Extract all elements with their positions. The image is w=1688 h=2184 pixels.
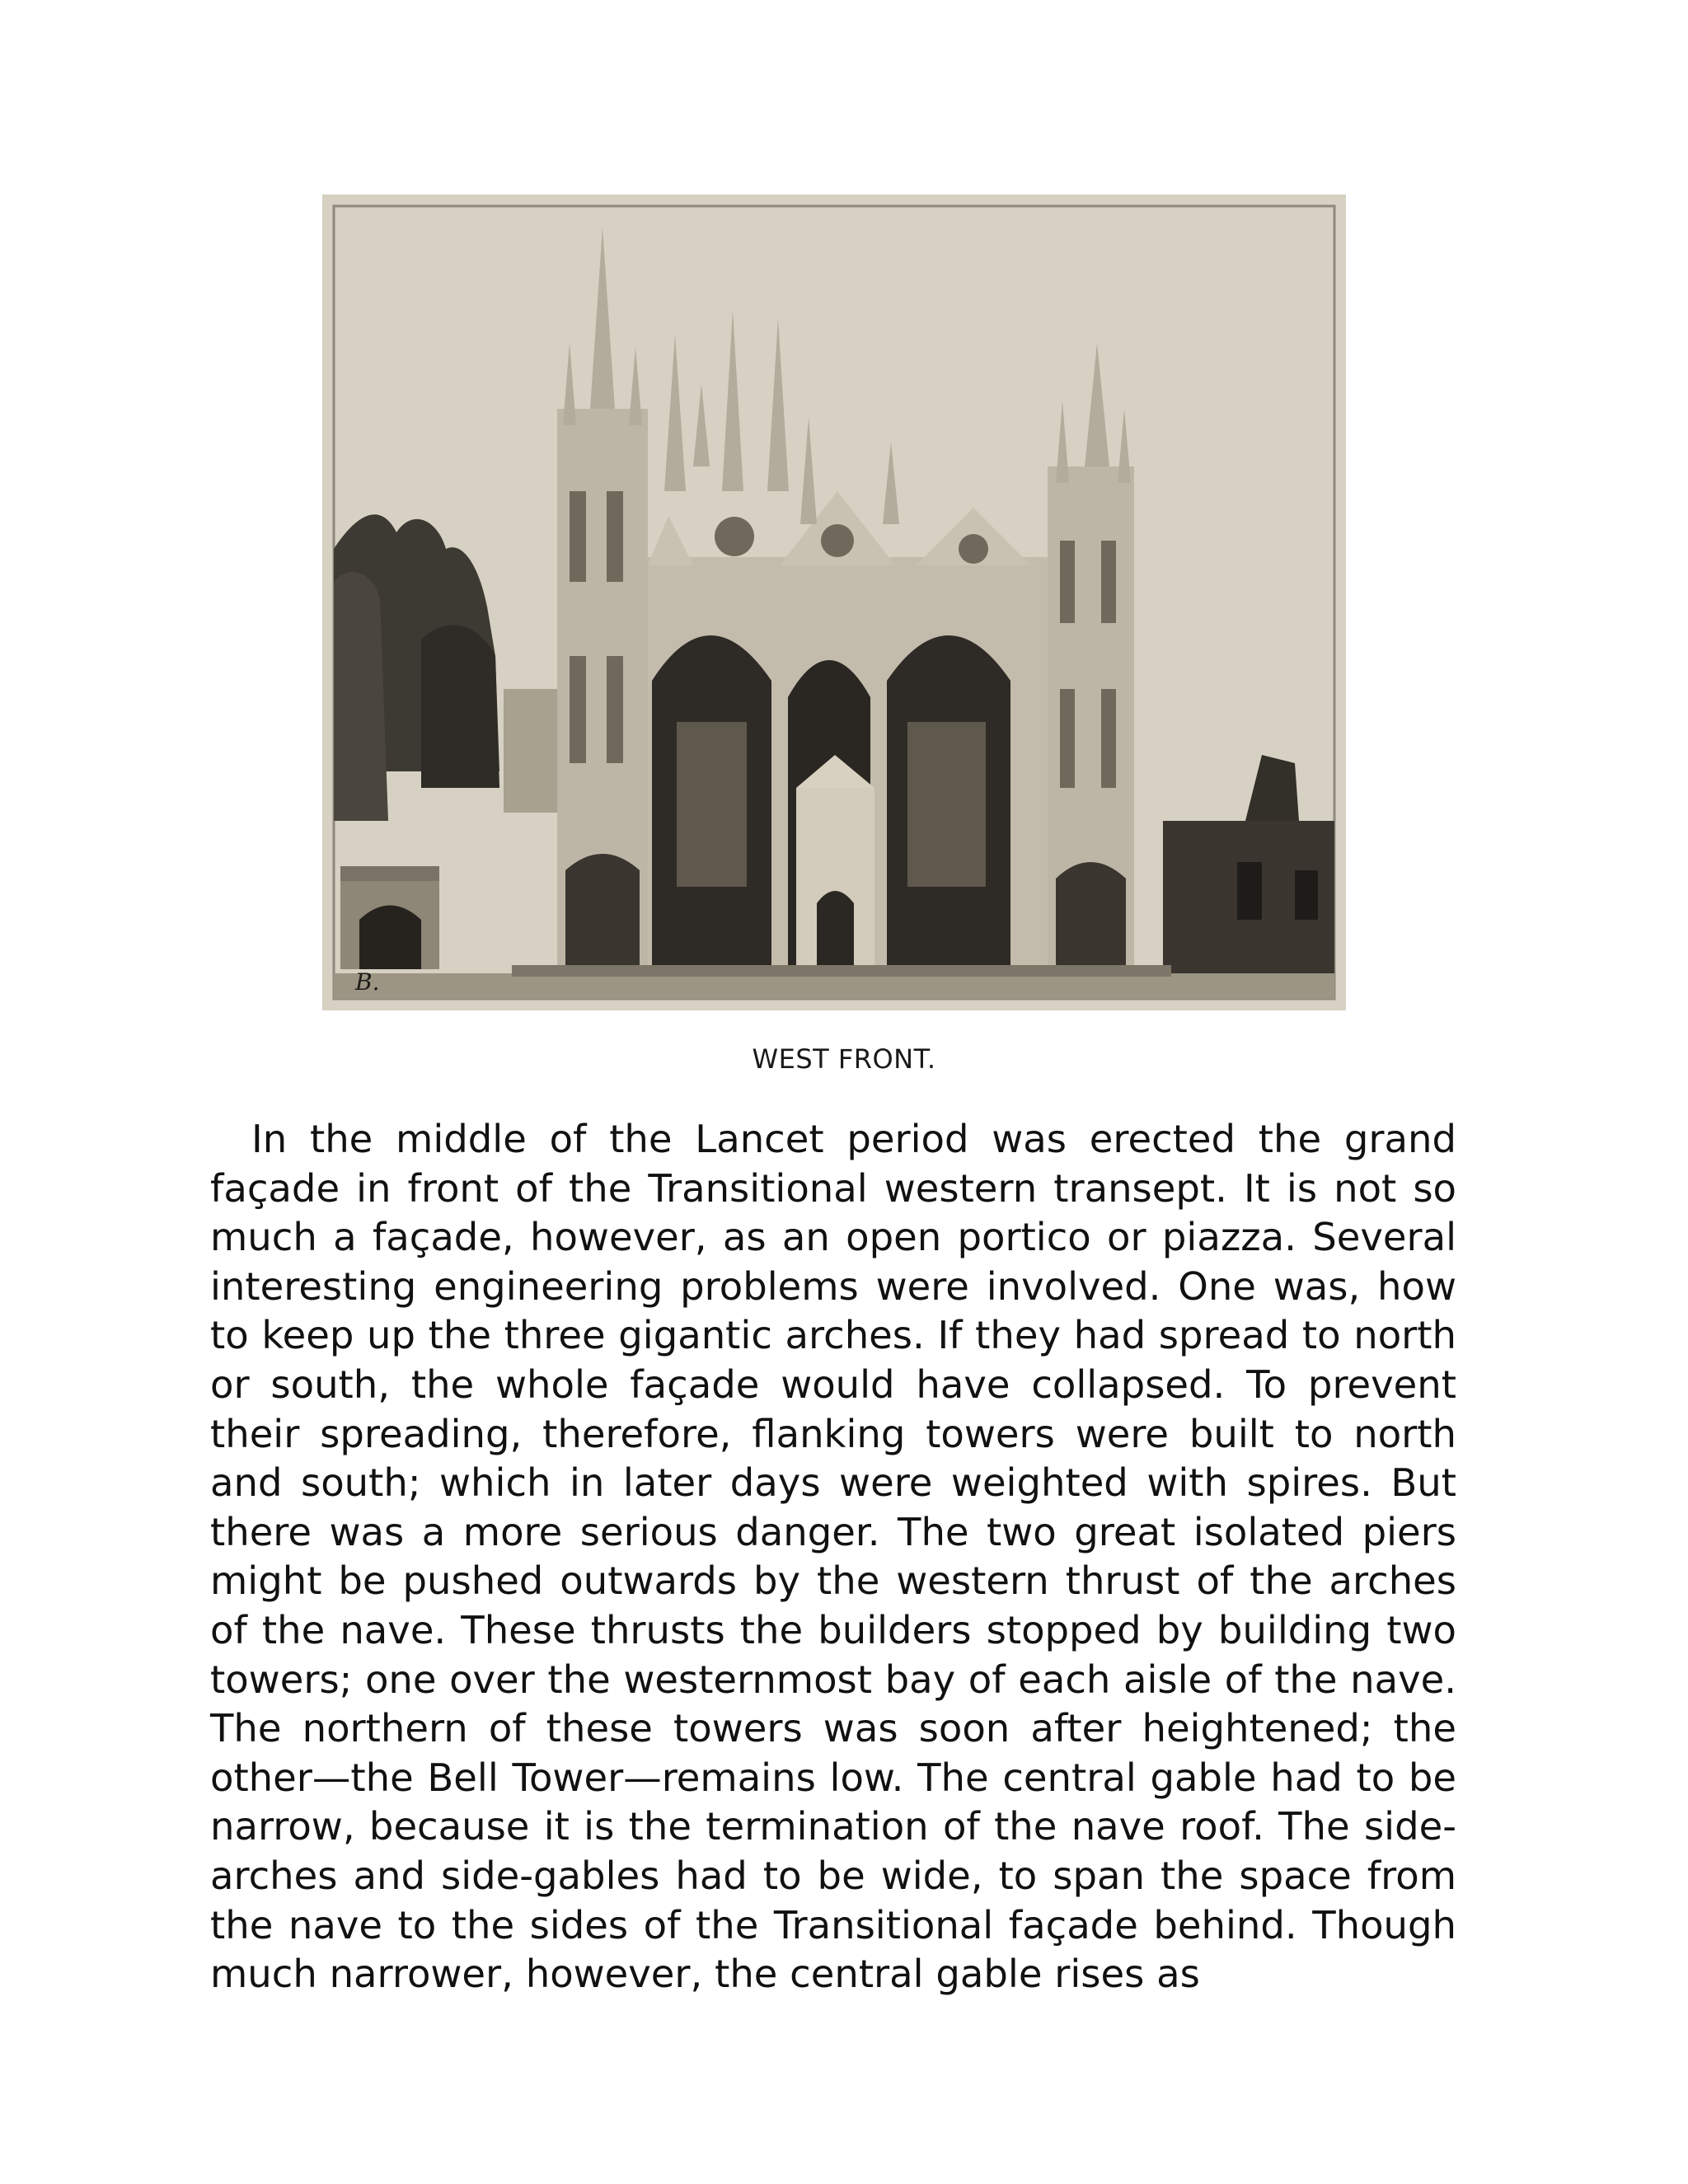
figure-caption: WEST FRONT. xyxy=(752,1043,936,1075)
svg-text:B.: B. xyxy=(355,968,380,996)
body-paragraph: In the middle of the Lancet period was erected the grand façade in front of the Transitional western transept. It is not so much a façade, however, as an open portico or piazza. Several interesting engineering problems were involved. One was, how to keep up the three gigantic arches. If they had spread to north or south, the whole façade would have collapsed. To prevent their spreading, therefore, flanking towers were built to north and south; which in later days were weighted with spires. But there was a more serious danger. The two great isolated piers might be pushed outwards by the western thrust of the arches of the nave. These thrusts the builders stopped by building two towers; one over the westernmost bay of each aisle of the nave. The northern of these towers was soon after heightened; the other—the Bell Tower—remains low. The central gable had to be narrow, because it is the termination of the nave roof. The side-arches and side-gables had to be wide, to span the space from the nave to the sides of the Transitional façade behind. Though much narrower, however, the central gable rises as xyxy=(210,1117,1456,1997)
gatehouse xyxy=(340,866,439,969)
cathedral-engraving xyxy=(322,194,1346,1010)
cathedral-west-front-illustration xyxy=(322,194,1346,1010)
